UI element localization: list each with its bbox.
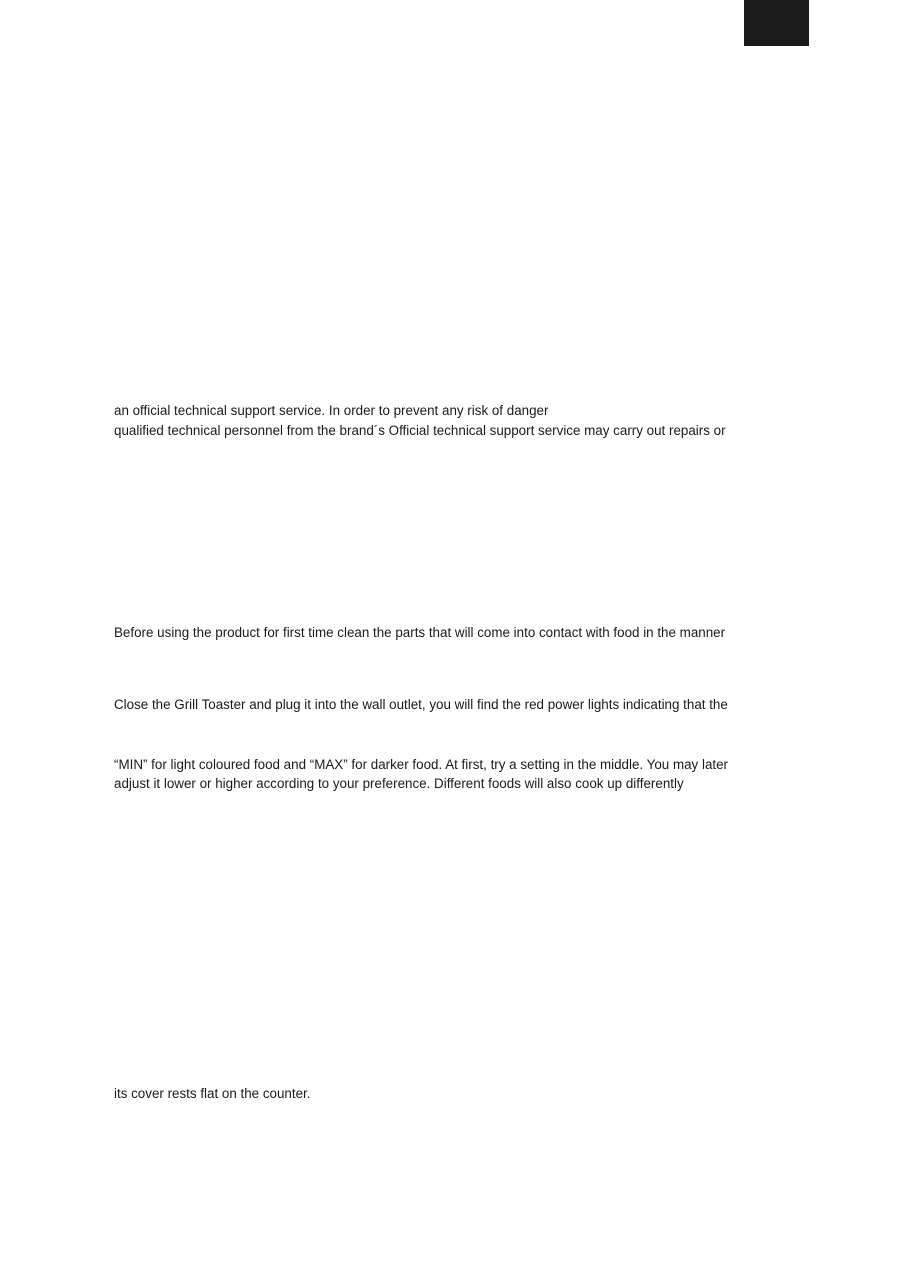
text-line-before-first-use: Before using the product for first time clean the parts that will come into contact with food in the manner <box>114 625 726 640</box>
text-line-min-max-setting: “MIN” for light coloured food and “MAX” for darker food. At first, try a setting in the middle. You may later <box>114 757 729 772</box>
text-line-close-grill-toaster: Close the Grill Toaster and plug it into the wall outlet, you will find the red power lights indicating that the <box>114 697 728 712</box>
text-line-qualified-personnel: qualified technical personnel from the brand´s Official technical support service may carry out repairs or <box>114 423 726 438</box>
page-corner-tab <box>744 0 809 46</box>
text-line-support-service: an official technical support service. In order to prevent any risk of danger <box>114 403 549 418</box>
text-line-cover-rests-flat: its cover rests flat on the counter. <box>114 1086 311 1101</box>
text-line-adjust-preference: adjust it lower or higher according to your preference. Different foods will also cook up differently <box>114 776 684 791</box>
